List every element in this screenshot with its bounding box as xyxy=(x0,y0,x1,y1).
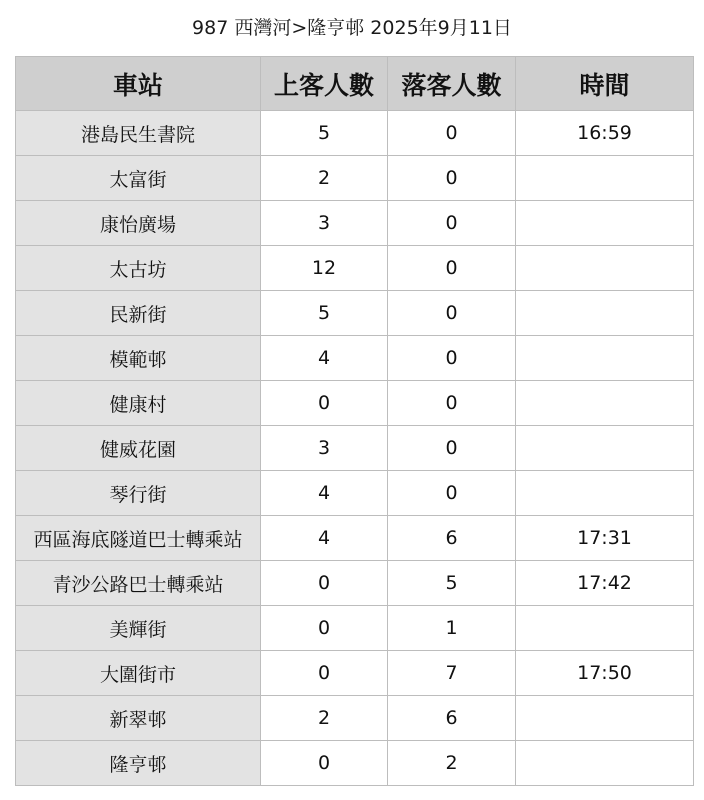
time-cell xyxy=(516,336,694,381)
header-boarding: 上客人數 xyxy=(261,57,388,111)
alighting-count: 0 xyxy=(388,291,516,336)
time-cell: 17:50 xyxy=(516,651,694,696)
time-cell xyxy=(516,606,694,651)
table-row xyxy=(16,606,694,651)
station-name: 青沙公路巴士轉乘站 xyxy=(16,561,261,606)
boarding-count: 5 xyxy=(261,291,388,336)
station-name: 健威花園 xyxy=(16,426,261,471)
station-name: 港島民生書院 xyxy=(16,111,261,156)
table-row xyxy=(16,201,694,246)
passenger-count-table xyxy=(15,56,694,786)
alighting-count: 0 xyxy=(388,201,516,246)
alighting-count: 0 xyxy=(388,471,516,516)
alighting-count: 0 xyxy=(388,246,516,291)
table-row xyxy=(16,156,694,201)
boarding-count: 5 xyxy=(261,111,388,156)
alighting-count: 0 xyxy=(388,111,516,156)
table-row xyxy=(16,516,694,561)
table-row xyxy=(16,291,694,336)
time-cell xyxy=(516,426,694,471)
boarding-count: 0 xyxy=(261,651,388,696)
header-alighting: 落客人數 xyxy=(388,57,516,111)
alighting-count: 0 xyxy=(388,381,516,426)
table-row xyxy=(16,471,694,516)
boarding-count: 4 xyxy=(261,471,388,516)
table-row xyxy=(16,741,694,786)
time-cell xyxy=(516,741,694,786)
time-cell: 16:59 xyxy=(516,111,694,156)
station-name: 西區海底隧道巴士轉乘站 xyxy=(16,516,261,561)
alighting-count: 2 xyxy=(388,741,516,786)
table-row xyxy=(16,111,694,156)
time-cell xyxy=(516,381,694,426)
time-cell xyxy=(516,471,694,516)
station-name: 太富街 xyxy=(16,156,261,201)
boarding-count: 0 xyxy=(261,741,388,786)
time-cell xyxy=(516,696,694,741)
alighting-count: 5 xyxy=(388,561,516,606)
boarding-count: 4 xyxy=(261,516,388,561)
time-cell: 17:42 xyxy=(516,561,694,606)
boarding-count: 3 xyxy=(261,426,388,471)
table-row xyxy=(16,696,694,741)
boarding-count: 12 xyxy=(261,246,388,291)
boarding-count: 0 xyxy=(261,606,388,651)
boarding-count: 0 xyxy=(261,561,388,606)
boarding-count: 0 xyxy=(261,381,388,426)
alighting-count: 6 xyxy=(388,696,516,741)
station-name: 美輝街 xyxy=(16,606,261,651)
time-cell xyxy=(516,156,694,201)
header-station: 車站 xyxy=(16,57,261,111)
boarding-count: 2 xyxy=(261,696,388,741)
alighting-count: 0 xyxy=(388,336,516,381)
page-title: 987 西灣河>隆亨邨 2025年9月11日 xyxy=(192,17,512,39)
station-name: 新翠邨 xyxy=(16,696,261,741)
header-row xyxy=(16,57,694,111)
table-row xyxy=(16,561,694,606)
time-cell: 17:31 xyxy=(516,516,694,561)
station-name: 大圍街市 xyxy=(16,651,261,696)
table-body xyxy=(16,111,694,786)
station-name: 健康村 xyxy=(16,381,261,426)
alighting-count: 6 xyxy=(388,516,516,561)
alighting-count: 7 xyxy=(388,651,516,696)
station-name: 太古坊 xyxy=(16,246,261,291)
station-name: 琴行街 xyxy=(16,471,261,516)
alighting-count: 0 xyxy=(388,426,516,471)
table-row xyxy=(16,651,694,696)
time-cell xyxy=(516,291,694,336)
station-name: 民新街 xyxy=(16,291,261,336)
table-row xyxy=(16,246,694,291)
table-row xyxy=(16,336,694,381)
boarding-count: 4 xyxy=(261,336,388,381)
time-cell xyxy=(516,201,694,246)
header-time: 時間 xyxy=(516,57,694,111)
boarding-count: 2 xyxy=(261,156,388,201)
alighting-count: 0 xyxy=(388,156,516,201)
station-name: 康怡廣場 xyxy=(16,201,261,246)
boarding-count: 3 xyxy=(261,201,388,246)
station-name: 模範邨 xyxy=(16,336,261,381)
table-row xyxy=(16,426,694,471)
time-cell xyxy=(516,246,694,291)
station-name: 隆亨邨 xyxy=(16,741,261,786)
alighting-count: 1 xyxy=(388,606,516,651)
table-row xyxy=(16,381,694,426)
